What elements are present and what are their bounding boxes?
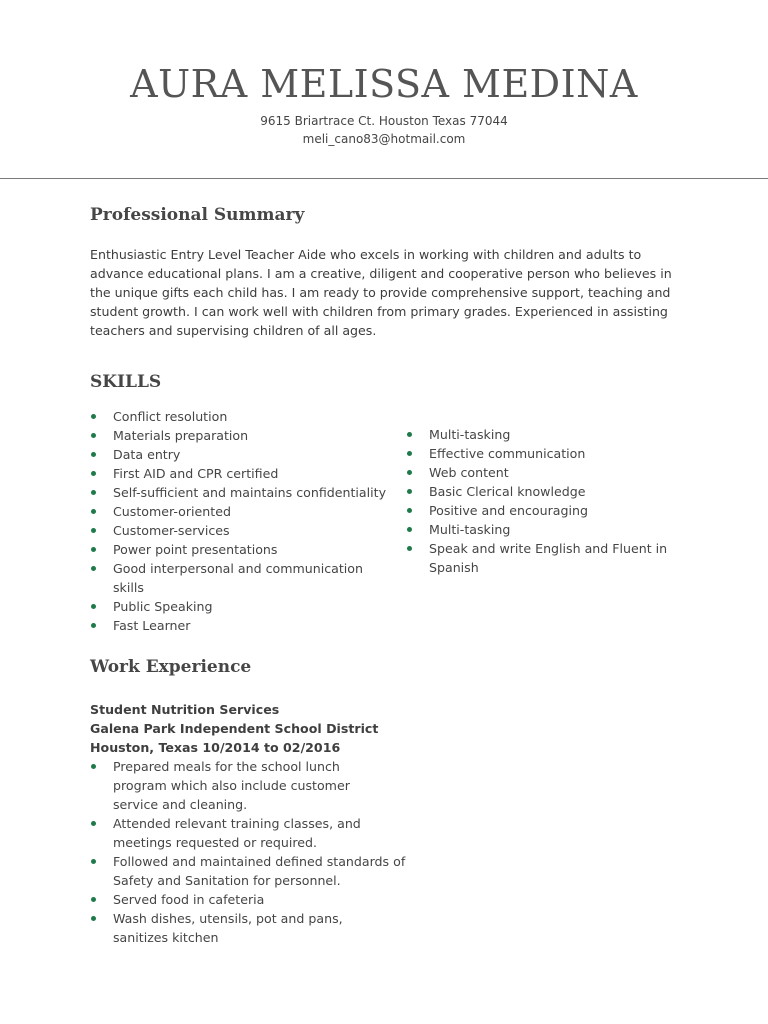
bullet-dot-icon — [407, 489, 412, 494]
duty-item: Attended relevant training classes, and meetings requested or required. — [90, 814, 383, 852]
job-header — [90, 700, 378, 757]
bullet-dot-icon — [407, 527, 412, 532]
bullet-dot-icon — [407, 432, 412, 437]
bullet-dot-icon — [91, 566, 96, 571]
skill-item: Data entry — [90, 445, 390, 464]
skill-item: Self-sufficient and maintains confidentiality — [90, 483, 390, 502]
skill-item: Multi-tasking — [406, 520, 681, 539]
district-name: Galena Park Independent School District — [90, 721, 379, 736]
skill-item: Conflict resolution — [90, 407, 390, 426]
bullet-dot-icon — [91, 764, 96, 769]
skill-item: Effective communication — [406, 444, 681, 463]
summary-heading: Professional Summary — [90, 205, 305, 225]
skill-item: Speak and write English and Fluent in Spanish — [406, 539, 681, 577]
bullet-dot-icon — [91, 859, 96, 864]
skill-item: Basic Clerical knowledge — [406, 482, 681, 501]
skill-item: Customer-services — [90, 521, 390, 540]
bullet-dot-icon — [91, 490, 96, 495]
skill-item: Web content — [406, 463, 681, 482]
skill-item: First AID and CPR certified — [90, 464, 390, 483]
location-dates: Houston, Texas 10/2014 to 02/2016 — [90, 740, 341, 755]
bullet-dot-icon — [91, 623, 96, 628]
bullet-dot-icon — [91, 433, 96, 438]
bullet-dot-icon — [407, 470, 412, 475]
skill-item: Multi-tasking — [406, 425, 681, 444]
duty-item: Served food in cafeteria — [90, 890, 395, 909]
duties-list — [90, 757, 406, 947]
bullet-dot-icon — [91, 414, 96, 419]
bullet-dot-icon — [407, 546, 412, 551]
applicant-name: AURA MELISSA MEDINA — [130, 62, 638, 106]
skill-item: Public Speaking — [90, 597, 390, 616]
skill-item: Power point presentations — [90, 540, 390, 559]
skill-item: Positive and encouraging — [406, 501, 681, 520]
email-line: meli_cano83@hotmail.com — [302, 132, 466, 146]
skills-list-right — [406, 425, 681, 577]
bullet-dot-icon — [91, 528, 96, 533]
summary-text: Enthusiastic Entry Level Teacher Aide who excels in working with children and adults to advance educational plans. I am a creative, diligent and cooperative person who believes in the unique gifts each child has. I am ready to provide comprehensive support, teaching and student growth. I can work well with children from primary grades. Experienced in assisting teachers and supervising children of all ages. — [90, 247, 672, 339]
bullet-dot-icon — [91, 452, 96, 457]
bullet-dot-icon — [91, 509, 96, 514]
bullet-dot-icon — [91, 604, 96, 609]
bullet-dot-icon — [407, 451, 412, 456]
bullet-dot-icon — [91, 916, 96, 921]
bullet-dot-icon — [91, 897, 96, 902]
bullet-dot-icon — [91, 471, 96, 476]
bullet-dot-icon — [91, 821, 96, 826]
experience-heading: Work Experience — [90, 657, 252, 677]
duty-item: Prepared meals for the school lunch program which also include customer service and cleaning. — [90, 757, 351, 814]
address-line: 9615 Briartrace Ct. Houston Texas 77044 — [260, 114, 508, 128]
skills-list-left — [90, 407, 390, 635]
bullet-dot-icon — [407, 508, 412, 513]
duty-item: Wash dishes, utensils, pot and pans, sanitizes kitchen — [90, 909, 353, 947]
bullet-dot-icon — [91, 547, 96, 552]
skill-item: Materials preparation — [90, 426, 390, 445]
employer-name: Student Nutrition Services — [90, 702, 280, 717]
duty-item: Followed and maintained defined standards of Safety and Sanitation for personnel. — [90, 852, 413, 890]
skill-item: Customer-oriented — [90, 502, 390, 521]
skills-heading: SKILLS — [90, 372, 162, 392]
skill-item: Good interpersonal and communication skills — [90, 559, 373, 597]
skill-item: Fast Learner — [90, 616, 390, 635]
resume-header — [0, 0, 768, 179]
